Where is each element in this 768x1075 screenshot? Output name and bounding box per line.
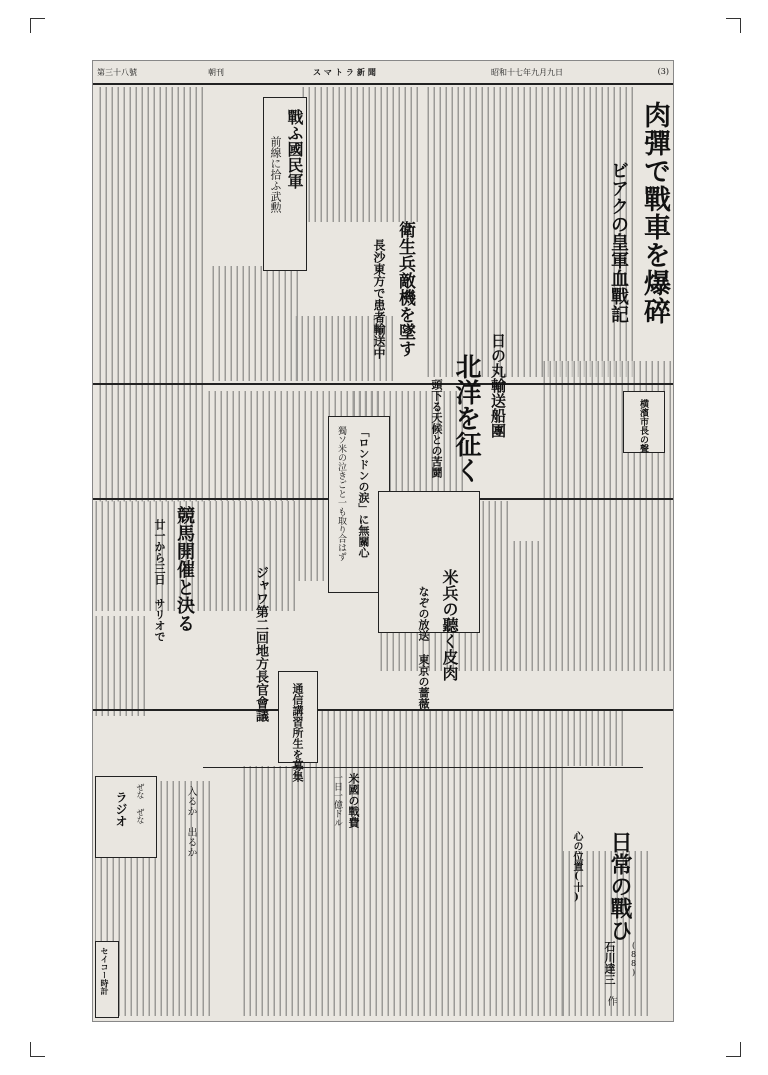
horizontal-rule-1 (93, 383, 673, 385)
serial-author: 石川達三 (603, 941, 616, 985)
hinomaru-headline: 北洋を征く (451, 353, 481, 483)
beihei-headline: 米兵の聽く皮肉 (440, 569, 459, 681)
text-block-top-mid (298, 87, 418, 222)
fight-subheadline: 前線に拾ふ武勲 (269, 136, 282, 213)
text-block-bottom-2 (243, 766, 563, 1016)
text-block-top-right (423, 87, 633, 377)
eisei-headline: 衛生兵敵機を墜す (395, 221, 415, 357)
crop-mark-top-right (726, 18, 741, 33)
radio-label: ぜな ぜな (136, 783, 145, 824)
java-headline: ジャワ第二回地方長官會議 (253, 566, 268, 722)
tsushin-headline: 通信講習所生を募集 (291, 683, 304, 782)
side-notice: 横濱市長の聲 (638, 399, 648, 453)
crop-mark-bottom-left (30, 1042, 45, 1057)
main-subheadline: ビアクの皇軍血戰記 (608, 161, 629, 323)
text-block-bottom-1 (293, 711, 623, 766)
crop-mark-bottom-right (726, 1042, 741, 1057)
text-block-fight (208, 266, 298, 381)
fight-headline: 戰ふ國民軍 (285, 109, 304, 189)
text-block-keiba (95, 616, 145, 716)
london-headline: 「ロンドンの涙」に無關心 (357, 426, 370, 558)
paper-name: スマトラ新聞 (313, 67, 379, 77)
beikoku-subheadline: 一日一億ドル (332, 773, 342, 827)
crop-mark-top-left (30, 18, 45, 33)
serial-episode: (88) (629, 941, 638, 977)
text-block-left (95, 87, 203, 502)
newspaper-page (92, 60, 674, 1022)
hinomaru-subheadline: 頭下る天候との苦鬪 (430, 379, 443, 478)
horizontal-rule-3 (93, 709, 673, 711)
beikoku-headline: 米國の戰費 (347, 773, 360, 828)
keiba-subheadline: 廿一から三日 サリオで (153, 519, 166, 642)
issue-number: 第三十八號 (97, 68, 137, 77)
eisei-subheadline: 長沙東方で患者輸送中 (372, 239, 386, 359)
text-block-right-lower (513, 541, 671, 671)
keiba-headline: 競馬開催と決る (174, 506, 195, 632)
main-headline: 肉彈で戰車を爆碎 (639, 101, 670, 325)
serial-title: 日常の戰ひ (607, 831, 633, 941)
hinomaru-kicker: 日の丸輸送船團 (489, 333, 507, 438)
page-number: (3) (657, 67, 669, 76)
edition-label: 朝刊 (208, 68, 224, 77)
small-note: 入るか 出るか (185, 786, 196, 857)
beihei-subheadline: なぞの放送 東京の薔薇 (417, 586, 430, 709)
radio-title: ラジオ (114, 791, 128, 827)
bottom-ad-text: セイコー時計 (100, 947, 110, 995)
serial-author-suffix: 作 (605, 996, 616, 1006)
horizontal-rule-4 (203, 767, 643, 768)
masthead (93, 61, 673, 85)
serial-chapter: 心の位置(十) (571, 831, 582, 903)
date-line: 昭和十七年九月九日 (491, 68, 563, 77)
london-subheadline: 獨ソ米の泣きごと一も取り合はず (336, 426, 346, 561)
